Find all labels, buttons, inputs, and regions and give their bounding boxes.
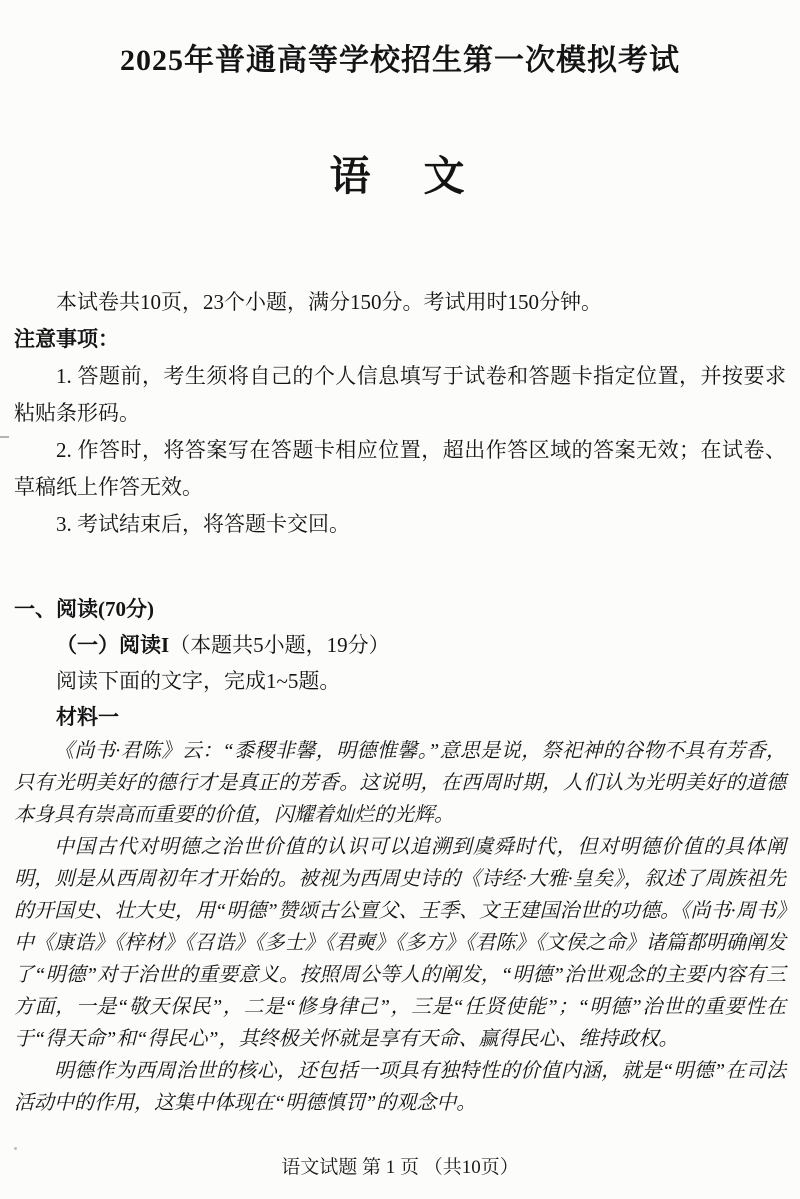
- page-footer: 语文试题 第 1 页 （共10页）: [281, 1157, 519, 1178]
- exam-summary-text: 本试卷共10页，23个小题，满分150分。考试用时150分钟。: [56, 290, 602, 314]
- scan-artifact-dash: [0, 436, 9, 438]
- notice-item-1: 1. 答题前，考生须将自己的个人信息填写于试卷和答题卡指定位置，并按要求粘贴条形码。: [14, 364, 786, 425]
- subject-title: 语 文: [329, 153, 471, 199]
- material-label: 材料一: [56, 705, 119, 729]
- section-heading-reading: 一、阅读(70分): [14, 597, 154, 621]
- scan-artifact-dot: [14, 1147, 17, 1150]
- part-info: （本题共5小题，19分）: [169, 633, 390, 657]
- part-label: （一）阅读I: [56, 633, 170, 657]
- material-paragraph-3: 明德作为西周治世的核心，还包括一项具有独特性的价值内涵，就是“明德”在司法活动中的作用，这集中体现在“明德慎罚”的观念中。: [14, 1060, 786, 1114]
- notices-heading: 注意事项：: [14, 327, 119, 351]
- material-paragraph-2: 中国古代对明德之治世价值的认识可以追溯到虞舜时代，但对明德价值的具体阐明，则是从西周初年才开始的。被视为西周史诗的《诗经·大雅·皇矣》，叙述了周族祖先的开国史、壮大史，用“明德”赞颂古公亶父、王季、文王建国治世的功德。《尚书·周书》中《康诰》《梓材》《召诰》《多士》《君奭》《多方》《君陈》《文侯之命》诸篇都明确阐发了“明德”对于治世的重要意义。按照周公等人的阐发，“明德”治世观念的主要内容有三方面，一是“敬天保民”，二是“修身律己”，三是“任贤使能”；“明德”治世的重要性在于“得天命”和“得民心”，其终极关怀就是享有天命、赢得民心、维持政权。: [14, 836, 786, 1050]
- material-paragraph-1: 《尚书·君陈》云：“黍稷非馨，明德惟馨。”意思是说，祭祀神的谷物不具有芳香，只有光明美好的德行才是真正的芳香。这说明，在西周时期，人们认为光明美好的道德本身具有崇高而重要的价值，闪耀着灿烂的光辉。: [14, 740, 786, 826]
- exam-title: 2025年普通高等学校招生第一次模拟考试: [120, 44, 680, 77]
- part-heading: [14, 627, 786, 663]
- reading-instruction: 阅读下面的文字，完成1~5题。: [56, 669, 341, 693]
- notice-item-2: 2. 作答时，将答案写在答题卡相应位置，超出作答区域的答案无效；在试卷、草稿纸上作答无效。: [14, 438, 786, 499]
- notice-item-3: 3. 考试结束后，将答题卡交回。: [56, 512, 350, 536]
